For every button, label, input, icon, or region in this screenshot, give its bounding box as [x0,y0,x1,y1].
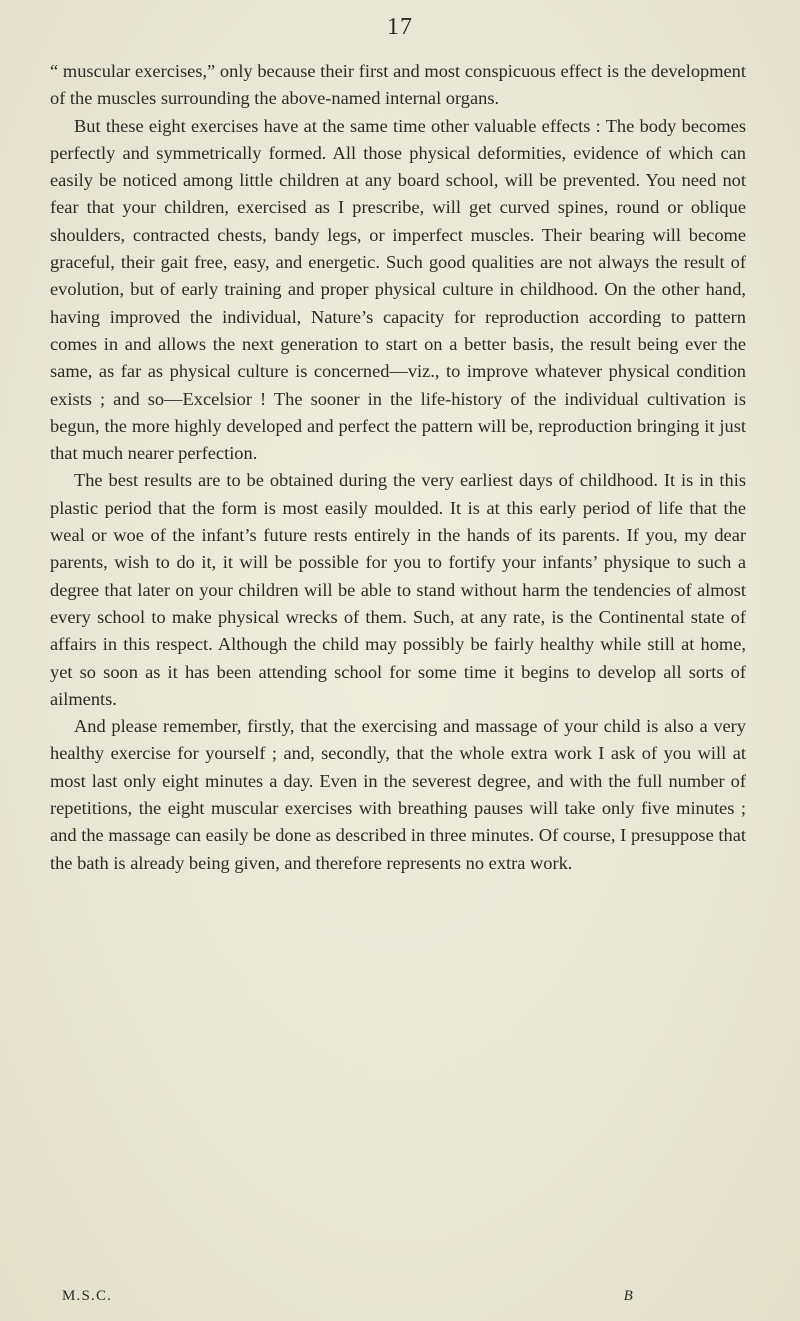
paragraph-remember: And please remember, firstly, that the exercising and massage of your child is also a very healthy exercise for yourself ; and, secondly, that the whole extra work I ask of you will at most last only eight minutes a day. Even in the severest degree, and with the full number of repetitions, the eight muscular exercises with breathing pauses will take only five minutes ; and the massage can easily be done as described in three minutes. Of course, I presuppose that the bath is already being given, and therefore represents no extra work. [50,716,746,873]
printer-signature-mark: M.S.C. [62,1288,113,1304]
paragraph-continuation: “ muscular exercises,” only because their first and most conspicuous effect is the development of the muscles surrounding the above-named internal organs. [50,61,746,109]
gathering-signature-letter: B [623,1288,634,1304]
paragraph-early-childhood: The best results are to be obtained during the very earliest days of childhood. It is in this plastic period that the form is most easily moulded. It is at this early period of life that the weal or woe of the infant’s future rests entirely in the hands of its parents. If you, my dear parents, wish to do it, it will be possible for you to fortify your infants’ physique to such a degree that later on your children will be able to stand without harm the tendencies of almost every school to make physical wrecks of them. Such, at any rate, is the Continental state of affairs in this respect. Although the child may possibly be fairly healthy while still at home, yet so soon as it has been attending school for some time it begins to develop all sorts of ailments. [50,470,746,709]
paragraph-exercise-effects: But these eight exercises have at the same time other valuable effects : The body becomes perfectly and symmetrically formed. All those physical deformities, evidence of which can easily be noticed among little children at any board school, will be prevented. You need not fear that your children, exercised as I prescribe, will get curved spines, round or oblique shoulders, contracted chests, bandy legs, or imperfect muscles. Their bearing will become graceful, their gait free, easy, and energetic. Such good qualities are not always the result of evolution, but of early training and proper physical culture in childhood. On the other hand, having improved the individual, Nature’s capacity for reproduction according to pattern comes in and allows the next generation to start on a better basis, the result being ever the same, as far as physical culture is concerned—viz., to improve whatever physical condition exists ; and so—Excelsior ! The sooner in the life-history of the individual cultivation is begun, the more highly developed and perfect the pattern will be, reproduction bringing it just that much nearer perfection. [50,115,746,464]
page-number: 17 [387,14,413,40]
body-text [50,58,746,877]
